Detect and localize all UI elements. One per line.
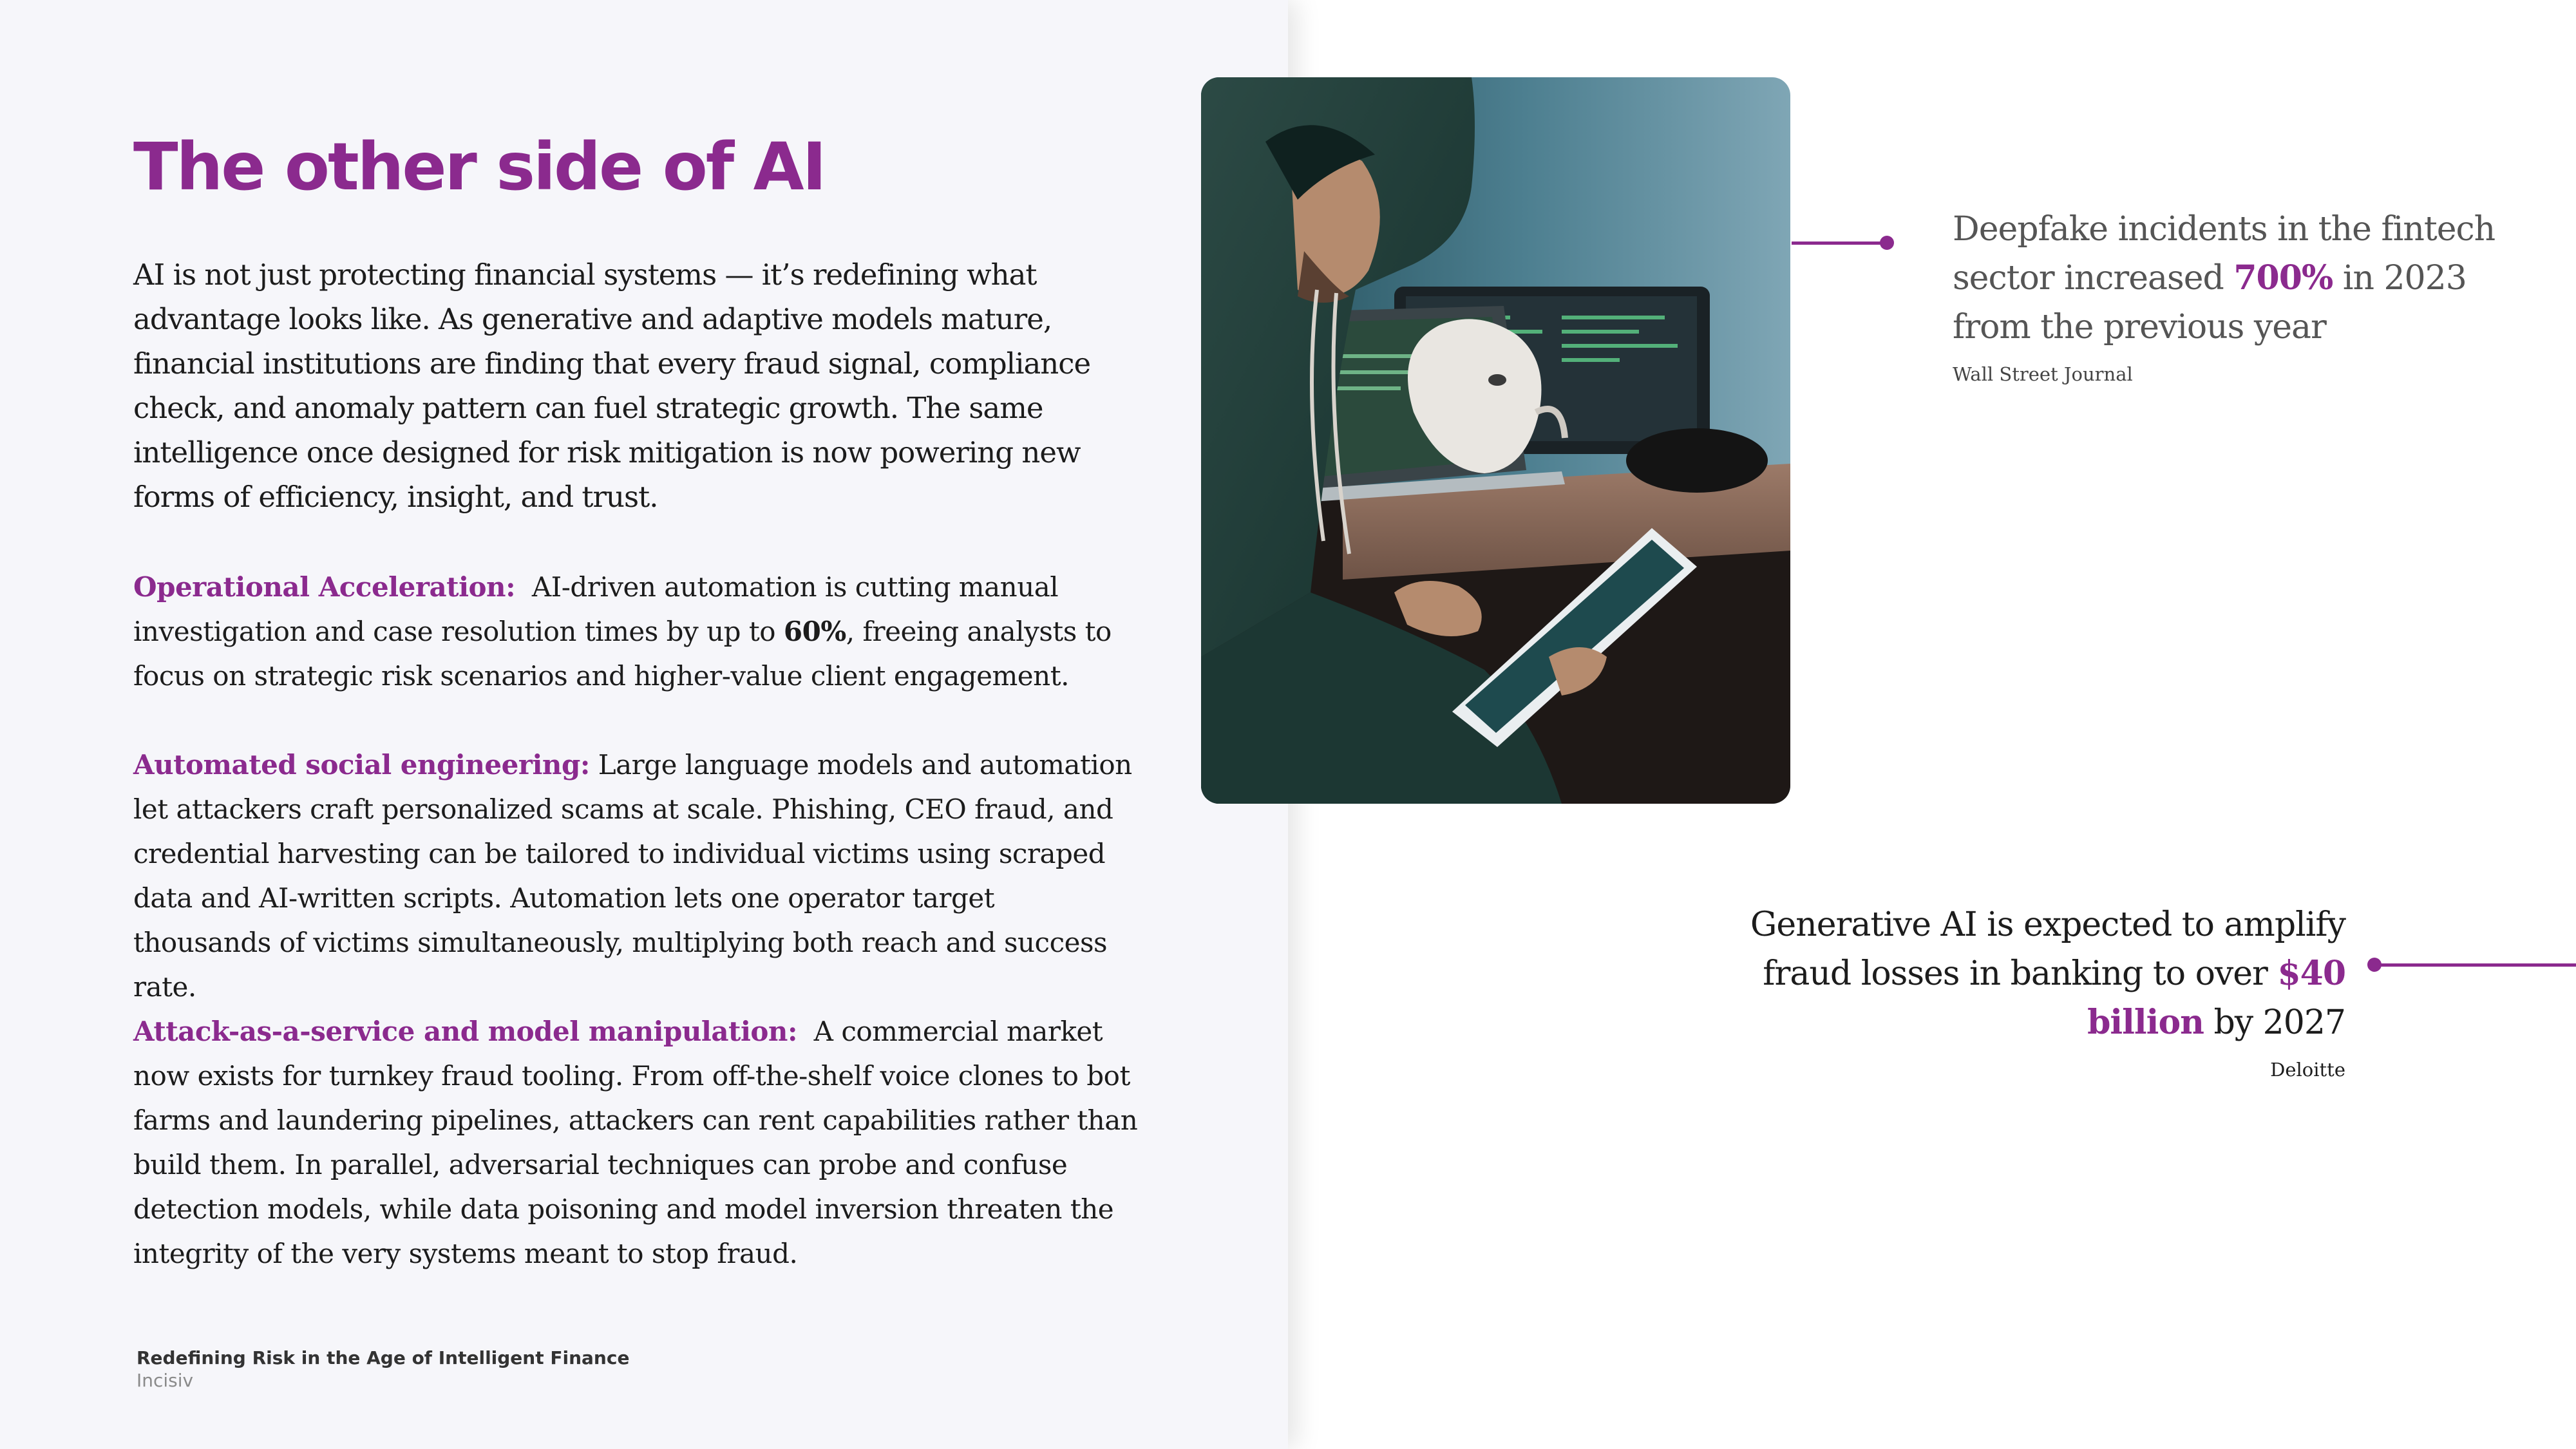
stat-source: Wall Street Journal <box>1953 363 2133 385</box>
footer <box>137 1347 629 1391</box>
hacker-photo <box>1201 77 1790 804</box>
stat-text: Generative AI is expected to amplify fraud losses in banking to over <box>1750 905 2345 993</box>
stat-fraud-losses <box>1674 900 2345 1081</box>
section-heading: Automated social engineering: <box>133 749 590 781</box>
section-attack-as-a-service <box>133 1009 1138 1276</box>
stat-source: Deloitte <box>2270 1059 2345 1081</box>
page-title: The other side of AI <box>133 129 825 205</box>
section-body: A commercial market now exists for turnkey fraud tooling. From off-the-shelf voice clones to bot farms and laundering pipelines, attackers can rent capabilities rather than build them. In parallel, adversarial techniques can probe and confuse detection models, while data poisoning and model inversion threaten the integrity of the very systems meant to stop fraud. <box>133 1016 1138 1269</box>
section-social-engineering <box>133 743 1138 1009</box>
connector-line-stat2 <box>2374 963 2576 967</box>
connector-line-stat1 <box>1792 242 1883 245</box>
connector-dot-stat1 <box>1880 236 1894 250</box>
stat-text: Deepfake incidents in the fintech sector increased <box>1953 210 2496 298</box>
section-body: Large language models and automation let attackers craft personalized scams at scale. Phishing, CEO fraud, and credential harvesting can be tailored to individual victims using scraped data and AI-written scripts. Automation lets one operator target thousands of victims simultaneously, multiplying both reach and success rate. <box>133 749 1132 1003</box>
intro-paragraph: AI is not just protecting financial systems — it’s redefining what advantage looks like. As generative and adaptive models mature, financial institutions are finding that every fraud signal, compliance check, and anomaly pattern can fuel strategic growth. The same intelligence once designed for risk mitigation is now powering new forms of efficiency, insight, and trust. <box>133 258 1091 514</box>
section-heading: Attack-as-a-service and model manipulation: <box>133 1016 797 1047</box>
stat-text-end: by 2027 <box>2203 1003 2345 1042</box>
stat-deepfake <box>1953 205 2532 385</box>
stat-highlight: 700% <box>2233 258 2333 298</box>
section-emphasis: 60% <box>783 616 846 647</box>
section-heading: Operational Acceleration: <box>133 571 516 603</box>
section-body: AI-driven automation is cutting manual investigation and case resolution times by up to <box>133 571 1059 647</box>
stat-statement <box>1674 900 2345 1047</box>
section-body-end: , freeing analysts to focus on strategic risk scenarios and higher-value client engagement. <box>133 616 1112 692</box>
stat-statement <box>1953 205 2532 352</box>
section-operational-acceleration <box>133 565 1138 698</box>
stat-text-end: in 2023 from the previous year <box>1953 259 2467 346</box>
footer-title: Redefining Risk in the Age of Intelligent Finance <box>137 1347 630 1368</box>
stat-highlight: $40 billion <box>2087 954 2345 1042</box>
footer-brand: Incisiv <box>137 1370 194 1391</box>
